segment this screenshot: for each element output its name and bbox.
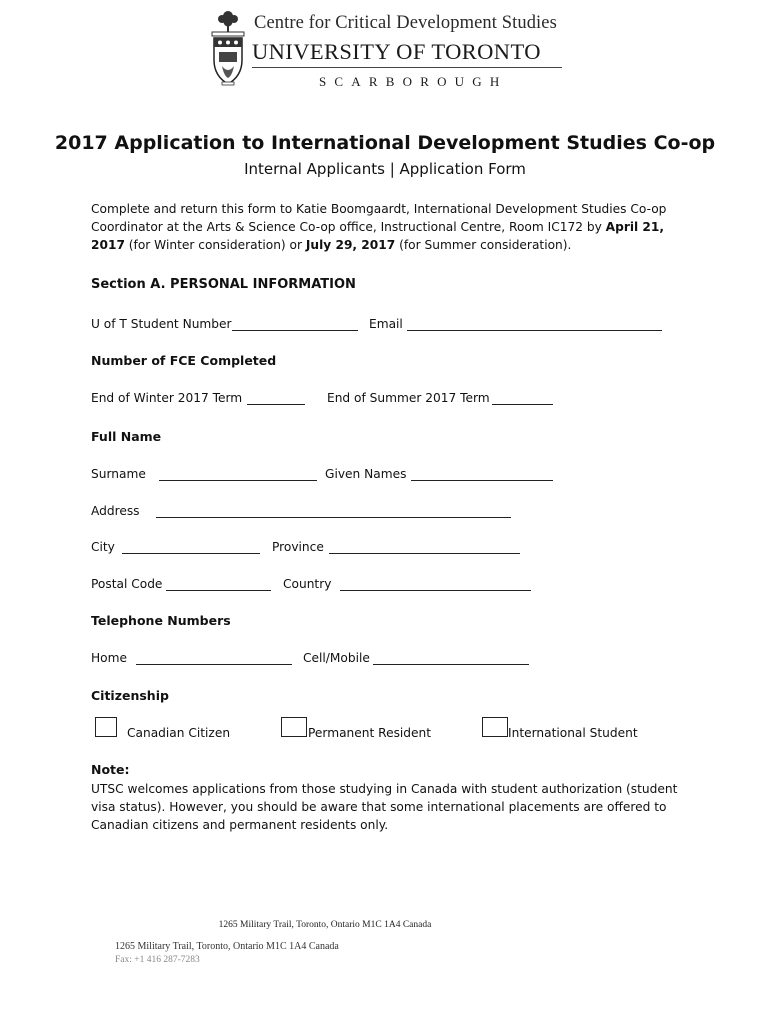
page-title: 2017 Application to International Development Studies Co-op (54, 132, 716, 154)
footer-fax: Fax: +1 416 287-7283 (115, 955, 200, 965)
section-a-heading: Section A. PERSONAL INFORMATION (91, 277, 356, 292)
university-name: UNIVERSITY OF TORONTO (252, 39, 541, 64)
citizenship-heading: Citizenship (91, 688, 169, 703)
home-phone-label: Home (91, 651, 127, 665)
page-subtitle: Internal Applicants | Application Form (244, 160, 526, 178)
canadian-citizen-label: Canadian Citizen (127, 726, 231, 740)
note-heading: Note: (91, 762, 130, 777)
footer-address-bottom: 1265 Military Trail, Toronto, Ontario M1C 1A4 Canada (115, 941, 339, 952)
winter-term-label: End of Winter 2017 Term (91, 391, 243, 405)
canadian-citizen-checkbox[interactable] (95, 717, 117, 737)
city-field[interactable] (122, 553, 260, 554)
postal-code-field[interactable] (166, 590, 271, 591)
permanent-resident-label: Permanent Resident (308, 726, 432, 740)
note-text: UTSC welcomes applications from those studying in Canada with student authorization (student visa status). However, you should be aware that some international placements are offered to Canadian citizens and permanent residents only. (91, 782, 678, 832)
address-label: Address (91, 504, 140, 518)
address-field[interactable] (156, 517, 511, 518)
email-label: Email (369, 317, 403, 331)
student-number-label: U of T Student Number (91, 317, 232, 331)
winter-deadline: April 21, 2017 (91, 220, 665, 252)
university-crest-logo (210, 8, 246, 88)
city-label: City (91, 540, 115, 554)
international-student-label: International Student (508, 726, 638, 740)
summer-term-label: End of Summer 2017 Term (327, 391, 490, 405)
cell-phone-field[interactable] (373, 664, 529, 665)
home-phone-field[interactable] (136, 664, 292, 665)
country-label: Country (283, 577, 332, 591)
given-names-label: Given Names (325, 467, 407, 481)
centre-name: Centre for Critical Development Studies (254, 13, 557, 33)
given-names-field[interactable] (411, 480, 553, 481)
international-student-checkbox[interactable] (482, 717, 508, 737)
province-label: Province (272, 540, 324, 554)
intro-paragraph (91, 200, 691, 254)
summer-deadline: July 29, 2017 (305, 238, 396, 252)
surname-label: Surname (91, 467, 146, 481)
country-field[interactable] (340, 590, 531, 591)
cell-phone-label: Cell/Mobile (303, 651, 370, 665)
intro-text-2: (for Winter consideration) or (124, 238, 306, 252)
email-field[interactable] (407, 330, 662, 331)
telephone-heading: Telephone Numbers (91, 613, 231, 628)
province-field[interactable] (329, 553, 520, 554)
permanent-resident-checkbox[interactable] (281, 717, 307, 737)
campus-name: SCARBOROUGH (319, 74, 508, 89)
intro-text-3: (for Summer consideration). (395, 238, 572, 252)
intro-text-1: Complete and return this form to Katie Boomgaardt, International Development Studies Co-op Coordinator at the Arts & Science Co-op office, Instructional Centre, Room IC172 by (91, 202, 667, 234)
footer-address-top: 1265 Military Trail, Toronto, Ontario M1C 1A4 Canada (218, 920, 432, 930)
fce-heading: Number of FCE Completed (91, 353, 277, 368)
full-name-heading: Full Name (91, 429, 162, 444)
header-divider (252, 67, 562, 68)
student-number-field[interactable] (232, 330, 358, 331)
surname-field[interactable] (159, 480, 317, 481)
summer-term-field[interactable] (492, 404, 553, 405)
postal-code-label: Postal Code (91, 577, 163, 591)
winter-term-field[interactable] (247, 404, 305, 405)
